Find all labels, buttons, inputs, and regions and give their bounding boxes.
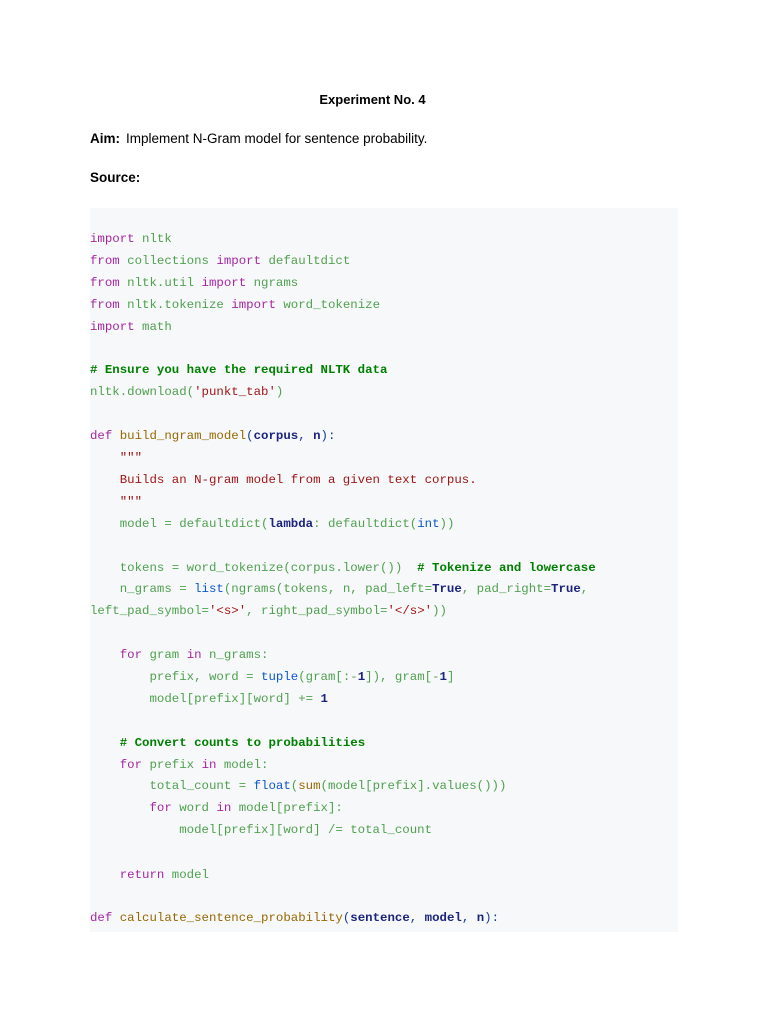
code-line: def calculate_sentence_probability(sentence, model, n):: [90, 911, 500, 925]
code-line: left_pad_symbol='<s>', right_pad_symbol='</s>')): [90, 604, 447, 618]
code-line: for prefix in model:: [119, 758, 269, 772]
code-line: from nltk.tokenize import word_tokenize: [90, 298, 381, 312]
code-line: for word in model[prefix]:: [149, 801, 343, 815]
code-line: """: [90, 451, 143, 465]
code-line: # Convert counts to probabilities: [119, 736, 366, 750]
code-line: """: [90, 495, 143, 509]
code-line: nltk.download('punkt_tab'): [90, 385, 284, 399]
code-line: return model: [119, 868, 209, 882]
aim-text: Implement N-Gram model for sentence probability.: [126, 131, 428, 146]
code-line: prefix, word = tuple(gram[:-1]), gram[-1]: [90, 670, 455, 684]
source-label: Source:: [90, 170, 141, 185]
code-line: n_grams = list(ngrams(tokens, n, pad_left=True, pad_right=True,: [90, 582, 589, 596]
code-line: total_count = float(sum(model[prefix].values())): [90, 779, 507, 793]
code-line: model[prefix][word] += 1: [90, 692, 328, 706]
code-line: def build_ngram_model(corpus, n):: [90, 429, 336, 443]
code-line: # Ensure you have the required NLTK data: [90, 363, 388, 377]
aim-label: Aim:: [90, 131, 120, 146]
code-line: tokens = word_tokenize(corpus.lower()) # Tokenize and lowercase: [90, 561, 596, 575]
code-line: from nltk.util import ngrams: [90, 276, 299, 290]
code-line: model[prefix][word] /= total_count: [90, 823, 433, 837]
aim-line: [90, 131, 427, 146]
code-line: for gram in n_grams:: [119, 648, 269, 662]
code-block: [90, 208, 678, 932]
code-line: import math: [90, 320, 172, 334]
code-line: model = defaultdict(lambda: defaultdict(int)): [90, 517, 455, 531]
code-line: Builds an N-gram model from a given text corpus.: [90, 473, 477, 487]
code-line: import nltk: [90, 232, 172, 246]
code-line: from collections import defaultdict: [90, 254, 351, 268]
experiment-title: Experiment No. 4: [319, 92, 426, 107]
